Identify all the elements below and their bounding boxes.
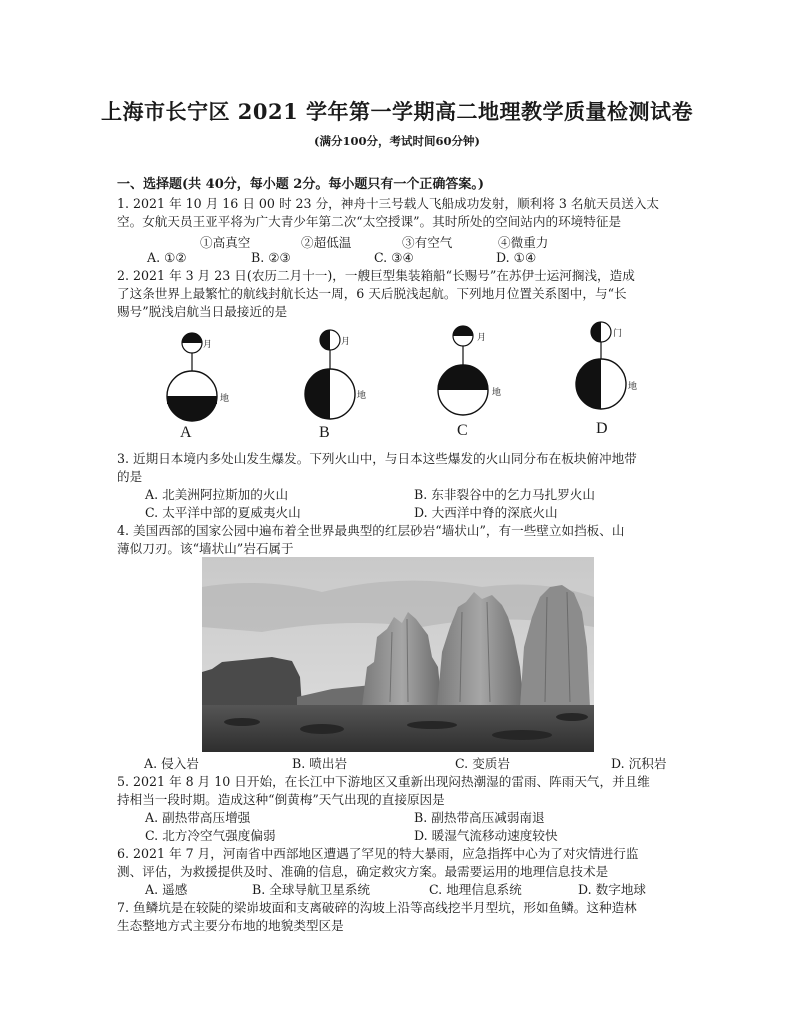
q4-option-a: A. 侵入岩 (144, 756, 199, 771)
q4-option-d: D. 沉积岩 (611, 756, 667, 771)
earth-label-b: 地 (357, 391, 367, 401)
q3-option-b: B. 东非裂谷中的乞力马扎罗火山 (414, 487, 595, 502)
moon-d (591, 322, 611, 342)
q6-option-d: D. 数字地球 (578, 882, 647, 897)
q1-line-2: 空。女航天员王亚平将为广大青少年第二次“太空授课”。其时所处的空间站内的环境特征是 (117, 214, 622, 229)
q4-line-1: 4. 美国西部的国家公园中遍布着全世界最典型的红层砂岩“墙状山”，有一些壁立如挡板、山 (117, 523, 625, 538)
q4-option-b: B. 喷出岩 (292, 756, 348, 771)
q3-line-2: 的是 (117, 469, 143, 484)
q5-line-2: 持相当一段时期。造成这种“倒黄梅”天气出现的直接原因是 (117, 792, 445, 807)
exam-subtitle: (满分100分，考试时间60分钟) (314, 134, 480, 148)
q3-option-d: D. 大西洋中脊的深底火山 (414, 505, 558, 520)
q6-option-b: B. 全球导航卫星系统 (252, 882, 371, 897)
wall-mountain-photo (202, 557, 594, 752)
panel-d-label: D (596, 420, 608, 437)
moon-b (320, 330, 340, 350)
earth-label-d: 地 (628, 382, 638, 392)
q5-option-b: B. 副热带高压减弱南退 (414, 810, 545, 825)
moon-label-d: 门 (613, 329, 623, 339)
panel-b-label: B (319, 424, 330, 441)
q3-option-a: A. 北美洲阿拉斯加的火山 (145, 487, 289, 502)
q5-line-1: 5. 2021 年 8 月 10 日开始，在长江中下游地区又重新出现闷热潮湿的雷雨、阵雨天气，并且维 (117, 774, 650, 789)
exam-title: 上海市长宁区 2021 学年第一学期高二地理教学质量检测试卷 (100, 99, 694, 124)
q3-line-1: 3. 近期日本境内多处山发生爆发。下列火山中，与日本这些爆发的火山同分布在板块俯冲地带 (117, 451, 637, 466)
moon-a (182, 333, 202, 353)
moon-label-b: 月 (341, 337, 351, 347)
q7-line-1: 7. 鱼鳞坑是在较陡的梁峁坡面和支离破碎的沟坡上沿等高线挖半月型坑，形如鱼鳞。这种造林 (117, 900, 637, 915)
q4-line-2: 薄似刀刃。该“墙状山”岩石属于 (117, 541, 294, 556)
q2-line-2: 了这条世界上最繁忙的航线封航长达一周，6 天后脱浅起航。下列地月位置关系图中，与“长 (117, 286, 627, 301)
earth-d (576, 359, 626, 409)
earth-label-a: 地 (220, 394, 230, 404)
q5-option-a: A. 副热带高压增强 (145, 810, 251, 825)
q1-item-1: ①高真空 (200, 235, 251, 250)
earth-b (305, 369, 355, 419)
panel-c-label: C (457, 422, 468, 439)
panel-a-label: A (180, 424, 192, 441)
q2-line-3: 赐号”脱浅启航当日最接近的是 (117, 304, 288, 319)
q1-item-4: ④微重力 (498, 235, 549, 250)
moon-label-a: 月 (203, 340, 213, 350)
q1-option-a: A. ①② (147, 250, 187, 265)
q7-line-2: 生态整地方式主要分布地的地貌类型区是 (117, 918, 344, 933)
q1-line-1: 1. 2021 年 10 月 16 日 00 时 23 分，神舟十三号载人飞船成功发射，顺利将 3 名航天员送入太 (117, 196, 660, 211)
q1-option-d: D. ①④ (496, 250, 537, 265)
q5-option-c: C. 北方冷空气强度偏弱 (145, 828, 276, 843)
q6-option-c: C. 地理信息系统 (429, 882, 522, 897)
q1-item-2: ②超低温 (301, 235, 352, 250)
q1-option-b: B. ②③ (251, 250, 291, 265)
q5-option-d: D. 暖湿气流移动速度较快 (414, 828, 558, 843)
q4-option-c: C. 变质岩 (455, 756, 510, 771)
q2-line-1: 2. 2021 年 3 月 23 日(农历二月十一)，一艘巨型集装箱船“长赐号”在苏伊士运河搁浅，造成 (117, 268, 635, 283)
earth-moon-figure (150, 318, 650, 443)
earth-a (167, 371, 217, 421)
q3-option-c: C. 太平洋中部的夏威夷火山 (145, 505, 301, 520)
earth-c (438, 365, 488, 415)
q6-line-1: 6. 2021 年 7 月，河南省中西部地区遭遇了罕见的特大暴雨，应急指挥中心为了对灾情进行监 (117, 846, 639, 861)
q6-line-2: 测、评估，为救援提供及时、准确的信息，确定救灾方案。最需要运用的地理信息技术是 (117, 864, 609, 879)
moon-label-c: 月 (477, 333, 487, 343)
q1-item-3: ③有空气 (402, 235, 453, 250)
section-heading: 一、选择题(共 40分，每小题 2分。每小题只有一个正确答案。) (117, 177, 484, 192)
earth-label-c: 地 (492, 388, 502, 398)
q6-option-a: A. 遥感 (145, 882, 188, 897)
moon-c (453, 326, 473, 346)
q1-option-c: C. ③④ (374, 250, 414, 265)
